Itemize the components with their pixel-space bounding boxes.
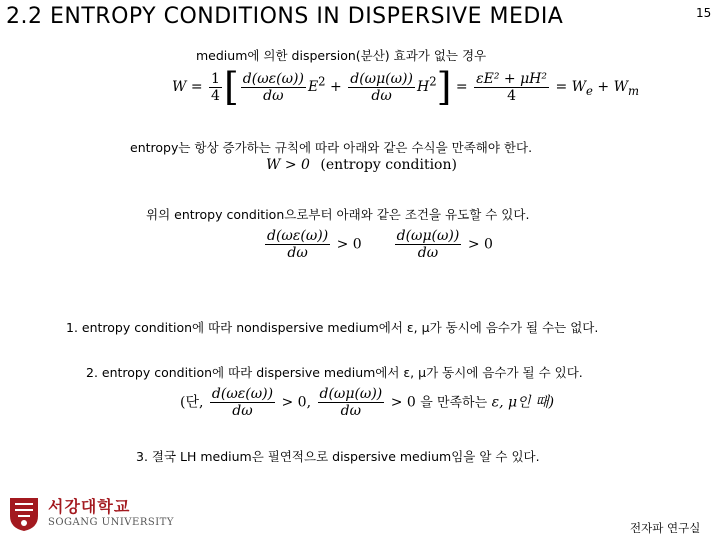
condition-equation: (단, $\frac{d(\omega\varepsilon(\omega))}{d\omega}$ > 0, $\frac{d(\omega\mu(\omega))}{d\omega}$ > 0 을 만족하는 ε, μ인 때) — [180, 386, 555, 419]
university-emblem-icon — [8, 496, 40, 532]
entropy-condition-equation: W > 0 (entropy condition) — [266, 157, 457, 173]
derive-line: 위의 entropy condition으로부터 아래와 같은 조건을 유도할 수 있다. — [146, 207, 530, 222]
point-1: 1. entropy condition에 따라 nondispersive medium에서 ε, μ가 동시에 음수가 될 수는 없다. — [66, 320, 599, 335]
slide-title: 2.2 ENTROPY CONDITIONS IN DISPERSIVE MEDIA — [6, 4, 564, 29]
energy-equation: W = $\frac{1}{4}$ [ $\frac{d(\omega\varepsilon(\omega))}{d\omega}$ $E^2$ + $\frac{d(\omega\mu(\omega))}{d\omega}$ $H^2$] = $\frac{\text{εE² + μH²}}{4}$ = $W_e + W_m$ — [172, 65, 640, 109]
point-3: 3. 결국 LH medium은 필연적으로 dispersive medium임을 알 수 있다. — [136, 449, 540, 464]
intro-line: medium에 의한 dispersion(분산) 효과가 없는 경우 — [196, 48, 487, 63]
derived-conditions: $\frac{d(\omega\varepsilon(\omega))}{d\omega}$ > 0 $\frac{d(\omega\mu(\omega))}{d\omega}$ > 0 — [267, 228, 493, 261]
page-number: 15 — [696, 6, 712, 20]
lab-name: 전자파 연구실 — [630, 521, 701, 535]
entropy-line: entropy는 항상 증가하는 규칙에 따라 아래와 같은 수식을 만족해야 한다. — [130, 140, 533, 155]
sogang-logo — [8, 494, 178, 534]
logo-korean-text: 서강대학교 — [48, 497, 131, 516]
point-2: 2. entropy condition에 따라 dispersive medium에서 ε, μ가 동시에 음수가 될 수 있다. — [86, 365, 583, 380]
logo-english-text: SOGANG UNIVERSITY — [48, 517, 174, 528]
